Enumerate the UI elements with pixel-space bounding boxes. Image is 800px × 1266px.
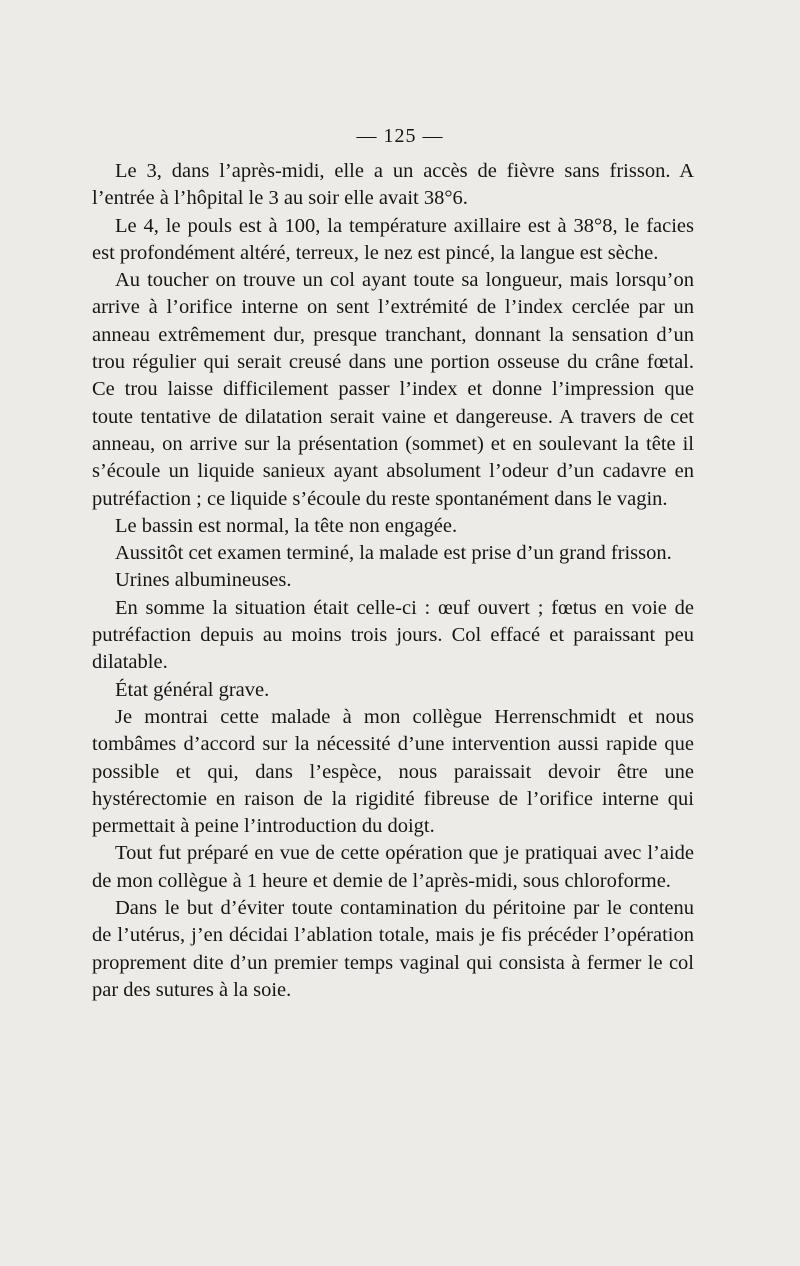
paragraph: Dans le but d’éviter toute contamination du péritoine par le contenu de l’utérus, j’en décidai l’ablation totale, mais je fis précéder l’opération proprement dite d’un premier temps vaginal qui consista à fermer le col par des sutures à la soie. — [92, 897, 694, 1001]
paragraph: Le bassin est normal, la tête non engagée. — [115, 514, 458, 537]
paragraph: Le 4, le pouls est à 100, la température axillaire est à 38°8, le facies est profondément altéré, terreux, le nez est pincé, la langue est sèche. — [92, 214, 694, 264]
paragraph: État général grave. — [115, 678, 270, 701]
paragraph: Je montrai cette malade à mon collègue Herrenschmidt et nous tombâmes d’accord sur la nécessité d’une intervention aussi rapide que possible et qui, dans l’espèce, nous paraissait devoir être une hystérectomie en raison de la rigidité fibreuse de l’orifice interne qui permettait à peine l’introduction du doigt. — [92, 705, 694, 838]
page-number: — 125 — — [356, 125, 444, 147]
body-text — [92, 158, 694, 1004]
paragraph: En somme la situation était celle-ci : œuf ouvert ; fœtus en voie de putréfaction depuis au moins trois jours. Col effacé et paraissant peu dilatable. — [92, 596, 694, 674]
paragraph: Le 3, dans l’après-midi, elle a un accès de fièvre sans frisson. A l’entrée à l’hôpital le 3 au soir elle avait 38°6. — [92, 160, 694, 210]
paragraph: Urines albumineuses. — [115, 569, 292, 592]
paragraph: Au toucher on trouve un col ayant toute sa longueur, mais lorsqu’on arrive à l’orifice interne on sent l’extrémité de l’index cerclée par un anneau extrêmement dur, presque tranchant, donnant la sensation d’un trou régulier qui serait creusé dans une portion osseuse du crâne fœtal. Ce trou laisse difficilement passer l’index et donne l’impression que toute tentative de dilatation serait vaine et dangereuse. A travers de cet anneau, on arrive sur la présentation (sommet) et en soulevant la tête il s’écoule un liquide sanieux ayant absolument l’odeur d’un cadavre en putréfaction ; ce liquide s’écoule du reste spontanément dans le vagin. — [92, 269, 694, 510]
paragraph: Aussitôt cet examen terminé, la malade est prise d’un grand frisson. — [115, 542, 672, 565]
paragraph: Tout fut préparé en vue de cette opération que je pratiquai avec l’aide de mon collègue à 1 heure et demie de l’après-midi, sous chloroforme. — [92, 842, 694, 892]
